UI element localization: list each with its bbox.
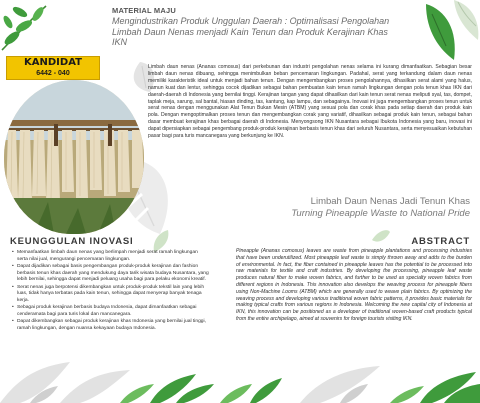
badge-code: 6442 - 040: [36, 70, 70, 77]
page-title: Mengindustrikan Produk Unggulan Daerah : Optimalisasi Pengolahan Limbah Daun Nenas menjadi Kain Tenun dan Produk Kerajinan Khas IKN: [112, 16, 390, 47]
branch-leaf-icon: [0, 0, 60, 52]
pineapple-fiber-photo: [4, 80, 144, 234]
list-item: • Memanfaatkan limbah daun nenas yang berlimpah menjadi serat ramah lingkungan serta nilai jual, mengurangi pencemaran lingkungan.: [12, 250, 210, 263]
abstract-heading: ABSTRACT: [411, 236, 470, 247]
palm-leaf-icon: [0, 356, 480, 403]
monstera-leaf-icon: [396, 0, 480, 70]
category-label: MATERIAL MAJU: [112, 6, 176, 15]
list-item: • Dapat dikembangkan sebagai produk kerajinan khas Indonesia yang bernilai jual tinggi, ramah lingkungan, dengan nuansa kekayaan budaya Indonesia.: [12, 319, 210, 332]
list-item: • Dapat dijadikan sebagai basis pengembangan produk-produk kerajinan dan fashion berbasis tenun khas daerah yang mendukung daya tarik wisata budaya Nusantara, yang lebih bernilai, sehingga dapat menjadi peluang usaha bagi para pelaku ekonomi kreatif.: [12, 264, 210, 284]
palm-leaf-icon: [370, 226, 392, 246]
list-item: • Serat nenas juga berpotensi dikembangkan untuk produk-produk tekstil lain yang lebih luas, tidak hanya terbatas pada kain tenun, sehingga dapat menyerap banyak tenaga kerja.: [12, 285, 210, 305]
candidate-badge: [6, 56, 100, 80]
keunggulan-heading: KEUNGGULAN INOVASI: [10, 236, 134, 247]
list-item: • Sebagai produk kerajinan berbasis budaya Indonesia, dapat dimanfaatkan sebagai cenderamata bagi para turis lokal dan mancanegara.: [12, 305, 210, 318]
abstract-paragraph: Pineapple (Ananas comosus) leaves are waste from pineapple plantations and processing industries that have been underutilized. Most pineapple leaf waste is simply thrown away and adds to the burden of environmental. In fact, the fiber contained in pineapple leaves has the potential to be processed into raw materials for textile and craft industries. By developing the processing, pineapple leaf waste produces natural fiber to make woven fabrics, and further to be used as specialty woven fabrics from different regions in Indonesia. This innovation also develops the weaving process for pineapple fibers using Non-Machine Looms (ATBM) which are generally used to weave plain fabrics. By optimizing the weaving process and developing various traditional woven fabric patterns, it provides basic materials for making typical crafts from various regions in Indonesia. Welcoming the new capital city of Indonesia at IKN, this innovation can be positioned as a developer of traditional woven-based craft products typical from the entire archipelago, aimed at souvenirs for foreign tourists visiting IKN.: [236, 248, 472, 322]
subtitle-english: Turning Pineapple Waste to National Pride: [291, 208, 470, 219]
intro-paragraph: Limbah daun nenas (Ananas comosus) dari perkebunan dan industri pengolahan nenas selama ini kurang dimanfaatkan. Sebagian besar limbah daun nenas dibuang, sehingga menimbulkan beban pencemaran lingkungan. Padahal, serat yang terkandung dalam daun nenas memiliki karakteristik ideal untuk menjadi bahan tenun. Dengan mengembangkan proses pengolahannya, dihasilkan serat alami yang halus, namun kuat dan lentur, sehingga cocok dijadikan sebagai bahan pembuatan kain tenun ramah lingkungan dengan pola tenun khas IKN dari daerah-daerah di Indonesia yang bernilai tinggi. Kerajinan tangan yang dapat dihasilkan dari kain tenun serat nenas meliputi syal, tas, dompet, taplak meja, sarung, sal bantal, hiasan dinding, tas, kantung, kap lampu, dan sebagainya. Inovasi ini juga mengembangkan proses tenun untuk serat nenas dengan menggunakan Alat Tenun Bukan Mesin (ATBM) yang sesuai pola dan corak khas pada setiap daerah dan produk kain pola. Dengan mengoptimalkan proses tenun dan mengembangkan corak yang variatif, dihasilkan sebagai produk kain tenun, sebagai bahan dasar membuat kerajinan khas berbagai daerah di Indonesia. Menyongsong IKN Nusantara sebagai Ibukota Indonesia yang baru, inovasi ini dapat dipersiapkan sebagai pengembang produk-produk kerajinan berbasis tenun khas dari seluruh Nusantara, serta menyesuaikan kebutuhan pasar bagi para turis mancanegara yang berkunjung ke IKN.: [148, 64, 472, 140]
keunggulan-list: [12, 250, 210, 333]
badge-label: KANDIDAT: [24, 57, 82, 68]
subtitle-indonesian: Limbah Daun Nenas Jadi Tenun Khas: [310, 196, 470, 207]
